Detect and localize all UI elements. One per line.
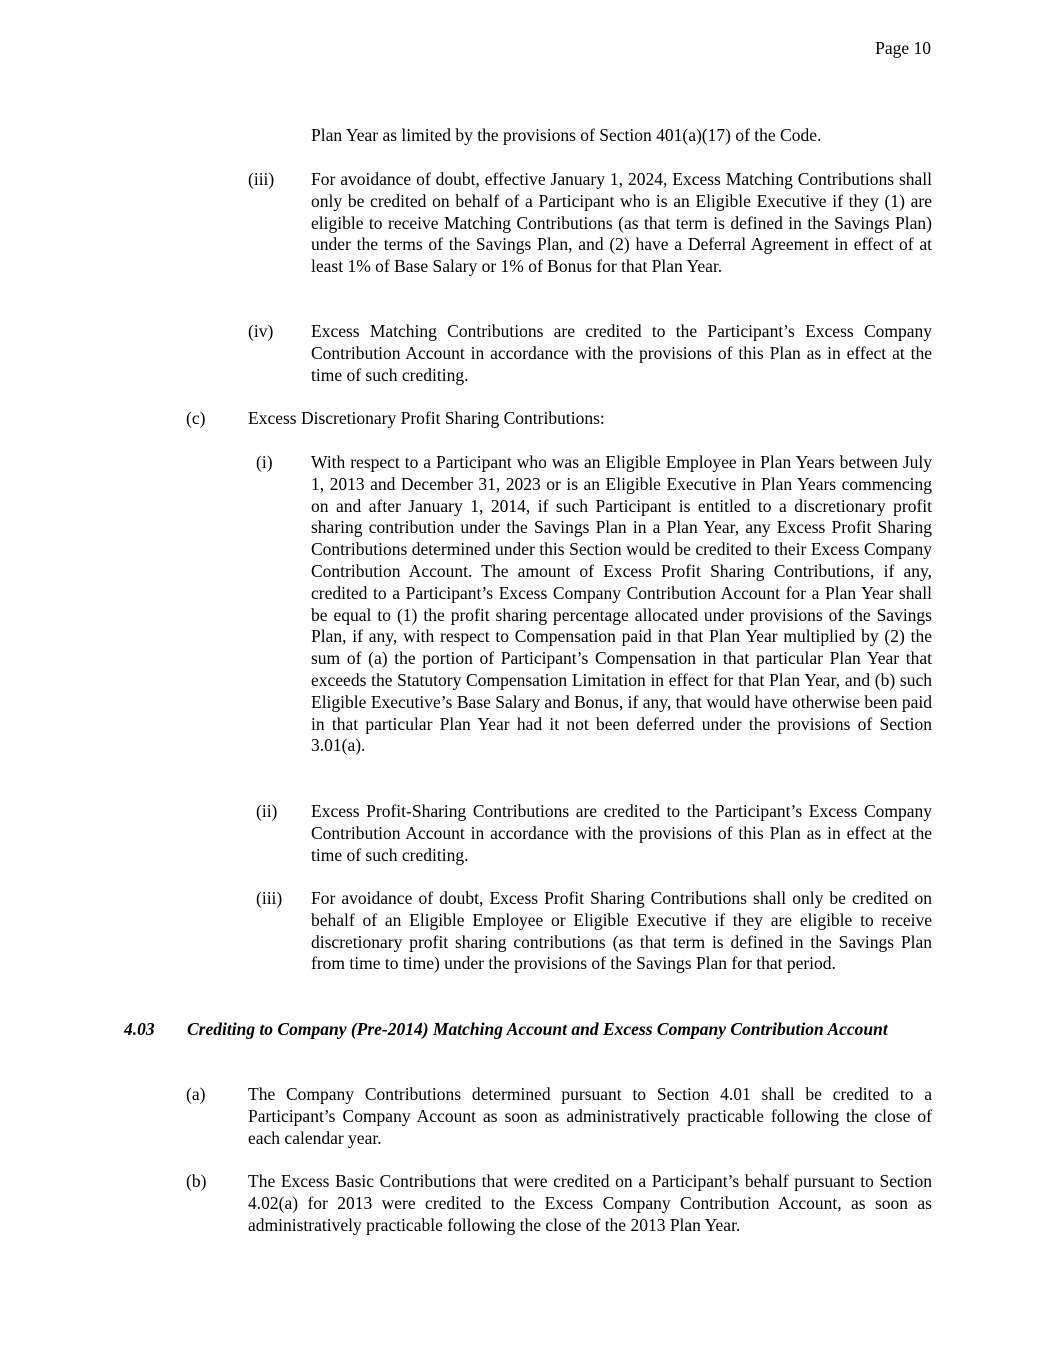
item-c-iii-text: For avoidance of doubt, Excess Profit Sharing Contributions shall only be credited on behalf of an Eligible Employee or Eligible Executive if they are eligible to receive discretionary profit sharing contributions (as that term is defined in the Savings Plan from time to time) under the provisions of the Savings Plan for that period.: [311, 888, 932, 974]
subsection-c-label: (c): [186, 408, 206, 428]
section-403-number: 4.03: [124, 1019, 155, 1039]
item-403-a-text: The Company Contributions determined pursuant to Section 4.01 shall be credited to a Participant’s Company Account as soon as administratively practicable following the close of each calendar year.: [248, 1084, 932, 1148]
item-c-i-text: With respect to a Participant who was an Eligible Employee in Plan Years between July 1, 2013 and December 31, 2023 or is an Eligible Executive in Plan Years commencing on and after January 1, 2014, if such Participant is entitled to a discretionary profit sharing contribution under the Savings Plan in a Plan Year, any Excess Profit Sharing Contributions determined under this Section would be credited to their Excess Company Contribution Account. The amount of Excess Profit Sharing Contributions, if any, credited to a Participant’s Excess Company Contribution Account for a Plan Year shall be equal to (1) the profit sharing percentage allocated under provisions of the Savings Plan, if any, with respect to Compensation paid in that Plan Year multiplied by (2) the sum of (a) the portion of Participant’s Compensation in that particular Plan Year that exceeds the Statutory Compensation Limitation in effect for that Plan Year, and (b) such Eligible Executive’s Base Salary and Bonus, if any, that would have otherwise been paid in that particular Plan Year had it not been deferred under the provisions of Section 3.01(a).: [311, 452, 932, 756]
subsection-c-heading: Excess Discretionary Profit Sharing Contributions:: [248, 408, 605, 428]
item-b-iv-label: (iv): [248, 321, 274, 341]
item-c-ii-text: Excess Profit-Sharing Contributions are credited to the Participant’s Excess Company Contribution Account in accordance with the provisions of this Plan as in effect at the time of such crediting.: [311, 801, 932, 865]
item-c-ii-label: (ii): [256, 801, 278, 821]
section-403-title: Crediting to Company (Pre-2014) Matching Account and Excess Company Contribution Account: [187, 1019, 888, 1039]
page-number: Page 10: [875, 38, 931, 58]
paragraph-continuation: Plan Year as limited by the provisions of Section 401(a)(17) of the Code.: [311, 125, 822, 145]
item-c-iii-label: (iii): [256, 888, 283, 908]
item-403-a-label: (a): [186, 1084, 206, 1104]
item-b-iii-text: For avoidance of doubt, effective January 1, 2024, Excess Matching Contributions shall only be credited on behalf of a Participant who is an Eligible Executive if they (1) are eligible to receive Matching Contributions (as that term is defined in the Savings Plan) under the terms of the Savings Plan, and (2) have a Deferral Agreement in effect of at least 1% of Base Salary or 1% of Bonus for that Plan Year.: [311, 169, 932, 277]
item-c-i-label: (i): [256, 452, 273, 472]
item-403-b-label: (b): [186, 1171, 207, 1191]
item-b-iii-label: (iii): [248, 169, 275, 189]
item-403-b-text: The Excess Basic Contributions that were credited on a Participant’s behalf pursuant to Section 4.02(a) for 2013 were credited to the Excess Company Contribution Account, as soon as administratively practicable following the close of the 2013 Plan Year.: [248, 1171, 932, 1235]
item-b-iv-text: Excess Matching Contributions are credited to the Participant’s Excess Company Contribution Account in accordance with the provisions of this Plan as in effect at the time of such crediting.: [311, 321, 932, 385]
